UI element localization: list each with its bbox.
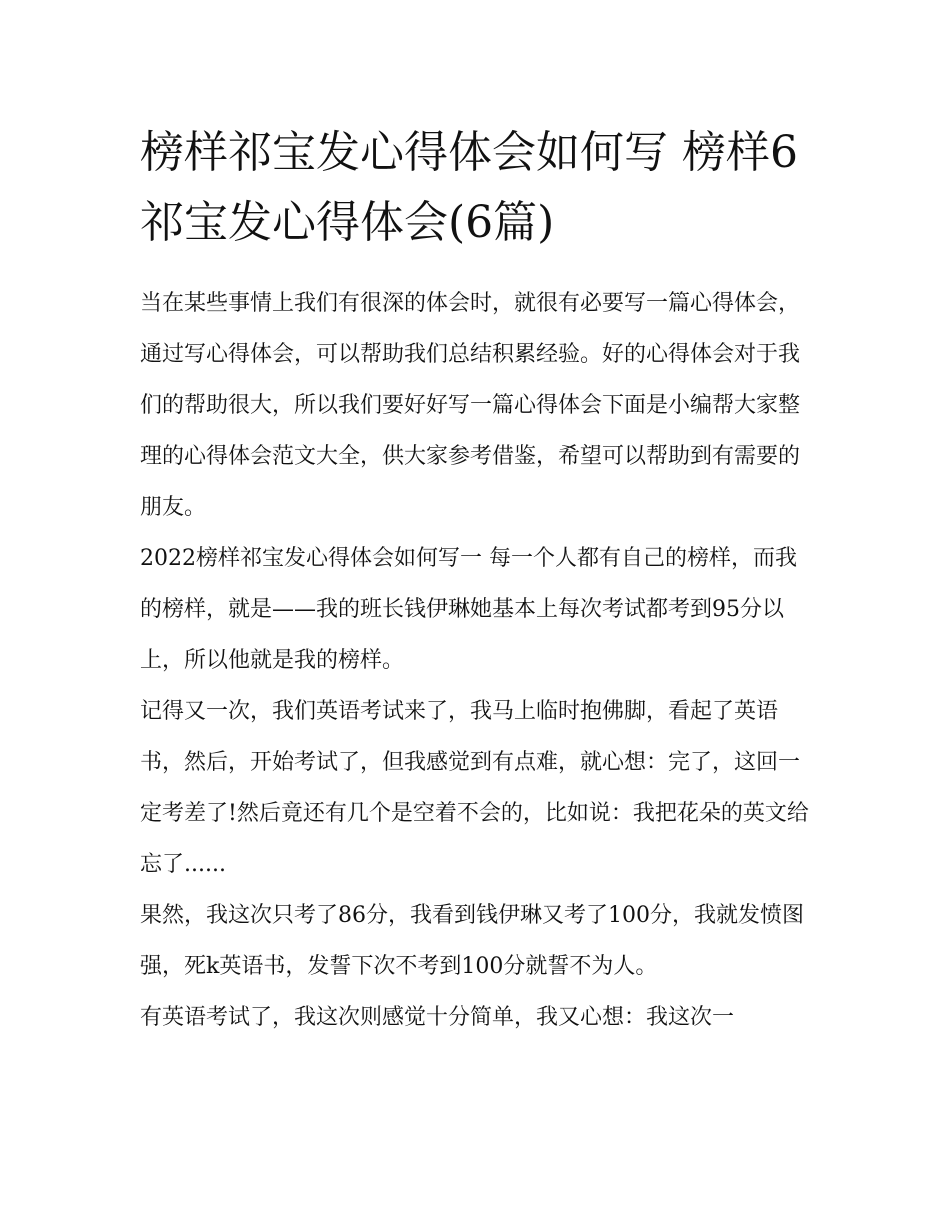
paragraph-intro: 当在某些事情上我们有很深的体会时，就很有必要写一篇心得体会，通过写心得体会，可以帮助我们总结积累经验。好的心得体会对于我们的帮助很大，所以我们要好好写一篇心得体会下面是小编帮大家整理的心得体会范文大全，供大家参考借鉴，希望可以帮助到有需要的朋友。 xyxy=(140,291,801,520)
paragraph-next-exam: 有英语考试了，我这次则感觉十分简单，我又心想：我这次一 xyxy=(140,1005,735,1030)
paragraph-role-model: 2022榜样祁宝发心得体会如何写一 每一个人都有自己的榜样，而我的榜样，就是——我的班长钱伊琳她基本上每次考试都考到95分以上，所以他就是我的榜样。 xyxy=(140,546,797,673)
document-body xyxy=(140,118,812,1043)
paragraph-english-exam: 记得又一次，我们英语考试来了，我马上临时抱佛脚，看起了英语书，然后，开始考试了，但我感觉到有点难，就心想：完了，这回一定考差了!然后竟还有几个是空着不会的，比如说：我把花朵的英文给忘了...... xyxy=(140,699,809,877)
paragraph-result: 果然，我这次只考了86分，我看到钱伊琳又考了100分，我就发愤图强，死k英语书，发誓下次不考到100分就誓不为人。 xyxy=(140,903,804,979)
document-title: 榜样祁宝发心得体会如何写 榜样6祁宝发心得体会(6篇) xyxy=(140,127,798,248)
